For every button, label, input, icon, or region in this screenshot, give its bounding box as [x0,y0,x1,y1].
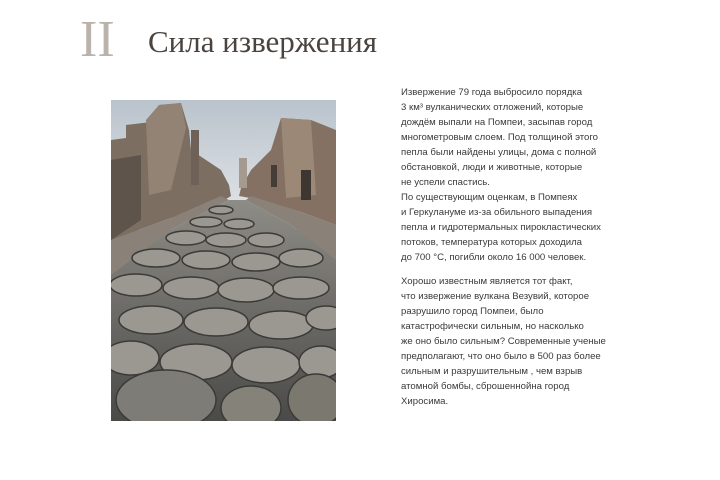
paragraph-line: атомной бомбы, сброшеннойна город [401,381,570,392]
paragraph-2 [401,274,641,409]
section-numeral: II [80,11,115,68]
paragraph-line: По существующим оценкам, в Помпеях [401,192,578,203]
paragraph-line: Извержение 79 года выбросило порядка [401,87,583,98]
paragraph-line: не успели спастись. [401,177,490,188]
paragraph-line: Хиросима. [401,396,449,407]
paragraph-line: предполагают, что оно было в 500 раз более [401,351,601,362]
paragraph-line: разрушило город Помпеи, было [401,306,544,317]
paragraph-line: же оно было сильным? Современные ученые [401,336,606,347]
paragraph-line: что извержение вулкана Везувий, которое [401,291,590,302]
paragraph-line: дождём выпали на Помпеи, засыпав город [401,117,593,128]
paragraph-line: пепла были найдены улицы, дома с полной [401,147,597,158]
paragraph-line: 3 км³ вулканических отложений, которые [401,102,584,113]
page-title: Сила извержения [148,24,378,59]
paragraph-line: Хорошо известным является тот факт, [401,276,573,287]
paragraph-line: катастрофически сильным, но насколько [401,321,584,332]
paragraph-1 [401,85,641,265]
paragraph-line: потоков, температура которых доходила [401,237,583,248]
pompeii-street-photo [111,100,336,421]
paragraph-line: сильным и разрушительным , чем взрыв [401,366,583,377]
article-text [401,85,641,409]
paragraph-line: и Геркулануме из-за обильного выпадения [401,207,593,218]
paragraph-line: обстановкой, люди и животные, которые [401,162,583,173]
paragraph-line: до 700 °С, погибли около 16 000 человек. [401,252,587,263]
paragraph-line: многометровым слоем. Под толщиной этого [401,132,599,143]
paragraph-line: пепла и гидротермальных пирокластических [401,222,601,233]
